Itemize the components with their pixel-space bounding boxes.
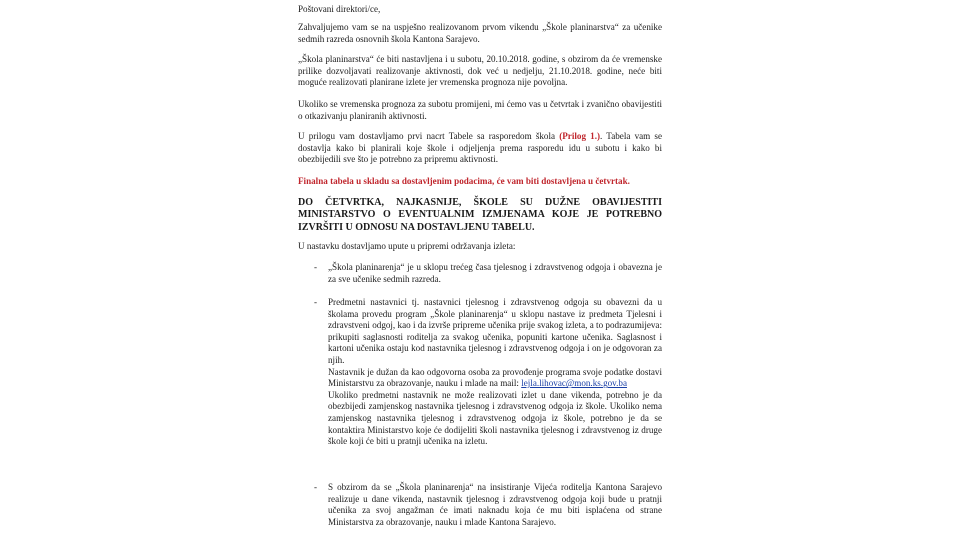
bullet-marker: -: [314, 297, 318, 307]
teacher-contact-instruction: Nastavnik je dužan da kao odgovorna osoba za provođenje programa svoje podatke dostavi Ministarstvu za obrazovanje, nauku i mlade na mail:: [328, 366, 662, 389]
contact-email-link[interactable]: lejla.lihovac@mon.ks.gov.ba: [521, 378, 627, 389]
greeting: Poštovani direktori/ce,: [298, 4, 381, 14]
thanks-paragraph: Zahvaljujemo vam se na uspješno realizovanom prvom vikendu „Škole planinarstva“ za učenike sedmih razreda osnovnih škola Kantona Sarajevo.: [298, 22, 662, 44]
final-table-notice: Finalna tabela u skladu sa dostavljenim podacima, će vam biti dostavljena u četvrtak.: [298, 176, 630, 186]
instructions-intro: U nastavku dostavljamo upute u pripremi održavanja izleta:: [298, 241, 516, 251]
attachment-paragraph: [298, 131, 662, 166]
substitute-teacher-instruction: Ukoliko predmetni nastavnik ne može realizovati izlet u dane vikenda, potrebno je da obezbijedi zamjenskog nastavnika tjelesnog i zdravstvenog odgoja iz škole. Ukoliko nema zamjenskog nastavnika tjelesnog i zdravstvenog odgoja iz škole, potrebno je da se kontaktira Ministarstvo koje će dodijeliti školi nastavnika tjelesnog i zdravstvenog iz druge škole koji će biti u pratnji učenika na izletu.: [328, 389, 662, 447]
list-item-text: „Škola planinarenja“ je u sklopu trećeg časa tjelesnog i zdravstvenog odgoja i obavezna je za sve učenike sedmih razreda.: [328, 262, 662, 284]
letter-page: [298, 0, 666, 540]
weather-paragraph: Ukoliko se vremenska prognoza za subotu promijeni, mi ćemo vas u četvrtak i zvanično obavijestiti o otkazivanju planiranih aktivnosti.: [298, 99, 662, 121]
bullet-marker: -: [314, 482, 318, 492]
continuation-paragraph: „Škola planinarstva“ će biti nastavljena i u subotu, 20.10.2018. godine, s obzirom da će vremenske prilike dozvoljavati realizovanje aktivnosti, dok već u nedjelju, 21.10.2018. godine, neće biti moguće realizovati planirane izlete jer vremenska prognoza nije povoljna.: [298, 54, 662, 88]
bullet-marker: -: [314, 262, 318, 272]
teacher-obligations: Predmetni nastavnici tj. nastavnici tjelesnog i zdravstvenog odgoja su obavezni da u školama provedu program „Škole planinarenja“ u sklopu nastave iz predmeta Tjelesni i zdravstveni odgoj, kao i da izvrše pripreme učenika prije svakog izleta, a to podrazumijeva: prikupiti saglasnosti roditelja za svakog učenika, popuniti kartone učenika. Saglasnost i kartoni učenika ostaju kod nastavnika tjelesnog i zdravstvenog odgoja i on je odgovoran za njih.: [328, 297, 662, 365]
deadline-heading: DO ČETVRTKA, NAJKASNIJE, ŠKOLE SU DUŽNE OBAVIJESTITI MINISTARSTVO O EVENTUALNIM IZMJENAMA KOJE JE POTREBNO IZVRŠITI U ODNOSU NA DOSTAVLJENU TABELU.: [298, 197, 662, 233]
list-item-text: [328, 297, 662, 448]
attachment-reference: (Prilog 1.): [559, 131, 601, 141]
attachment-text-end: . Tabela vam se dostavlja kako bi planirali koje škole i odjeljenja prema rasporedu idu u subotu i kako bi obezbijedili sve što je potrebno za pripremu aktivnosti.: [298, 131, 663, 165]
list-item-text: S obzirom da se „Škola planinarenja“ na insistiranje Vijeća roditelja Kantona Sarajevo realizuje u dane vikenda, nastavnik tjelesnog i zdravstvenog odgoja koji bude u pratnji učenika za svoj angažman će imati naknadu koja će mu biti isplaćena od strane Ministarstva za obrazovanje, nauku i mlade Kantona Sarajevo.: [328, 482, 662, 527]
attachment-text-start: U prilogu vam dostavljamo prvi nacrt Tabele sa rasporedom škola: [298, 131, 560, 141]
